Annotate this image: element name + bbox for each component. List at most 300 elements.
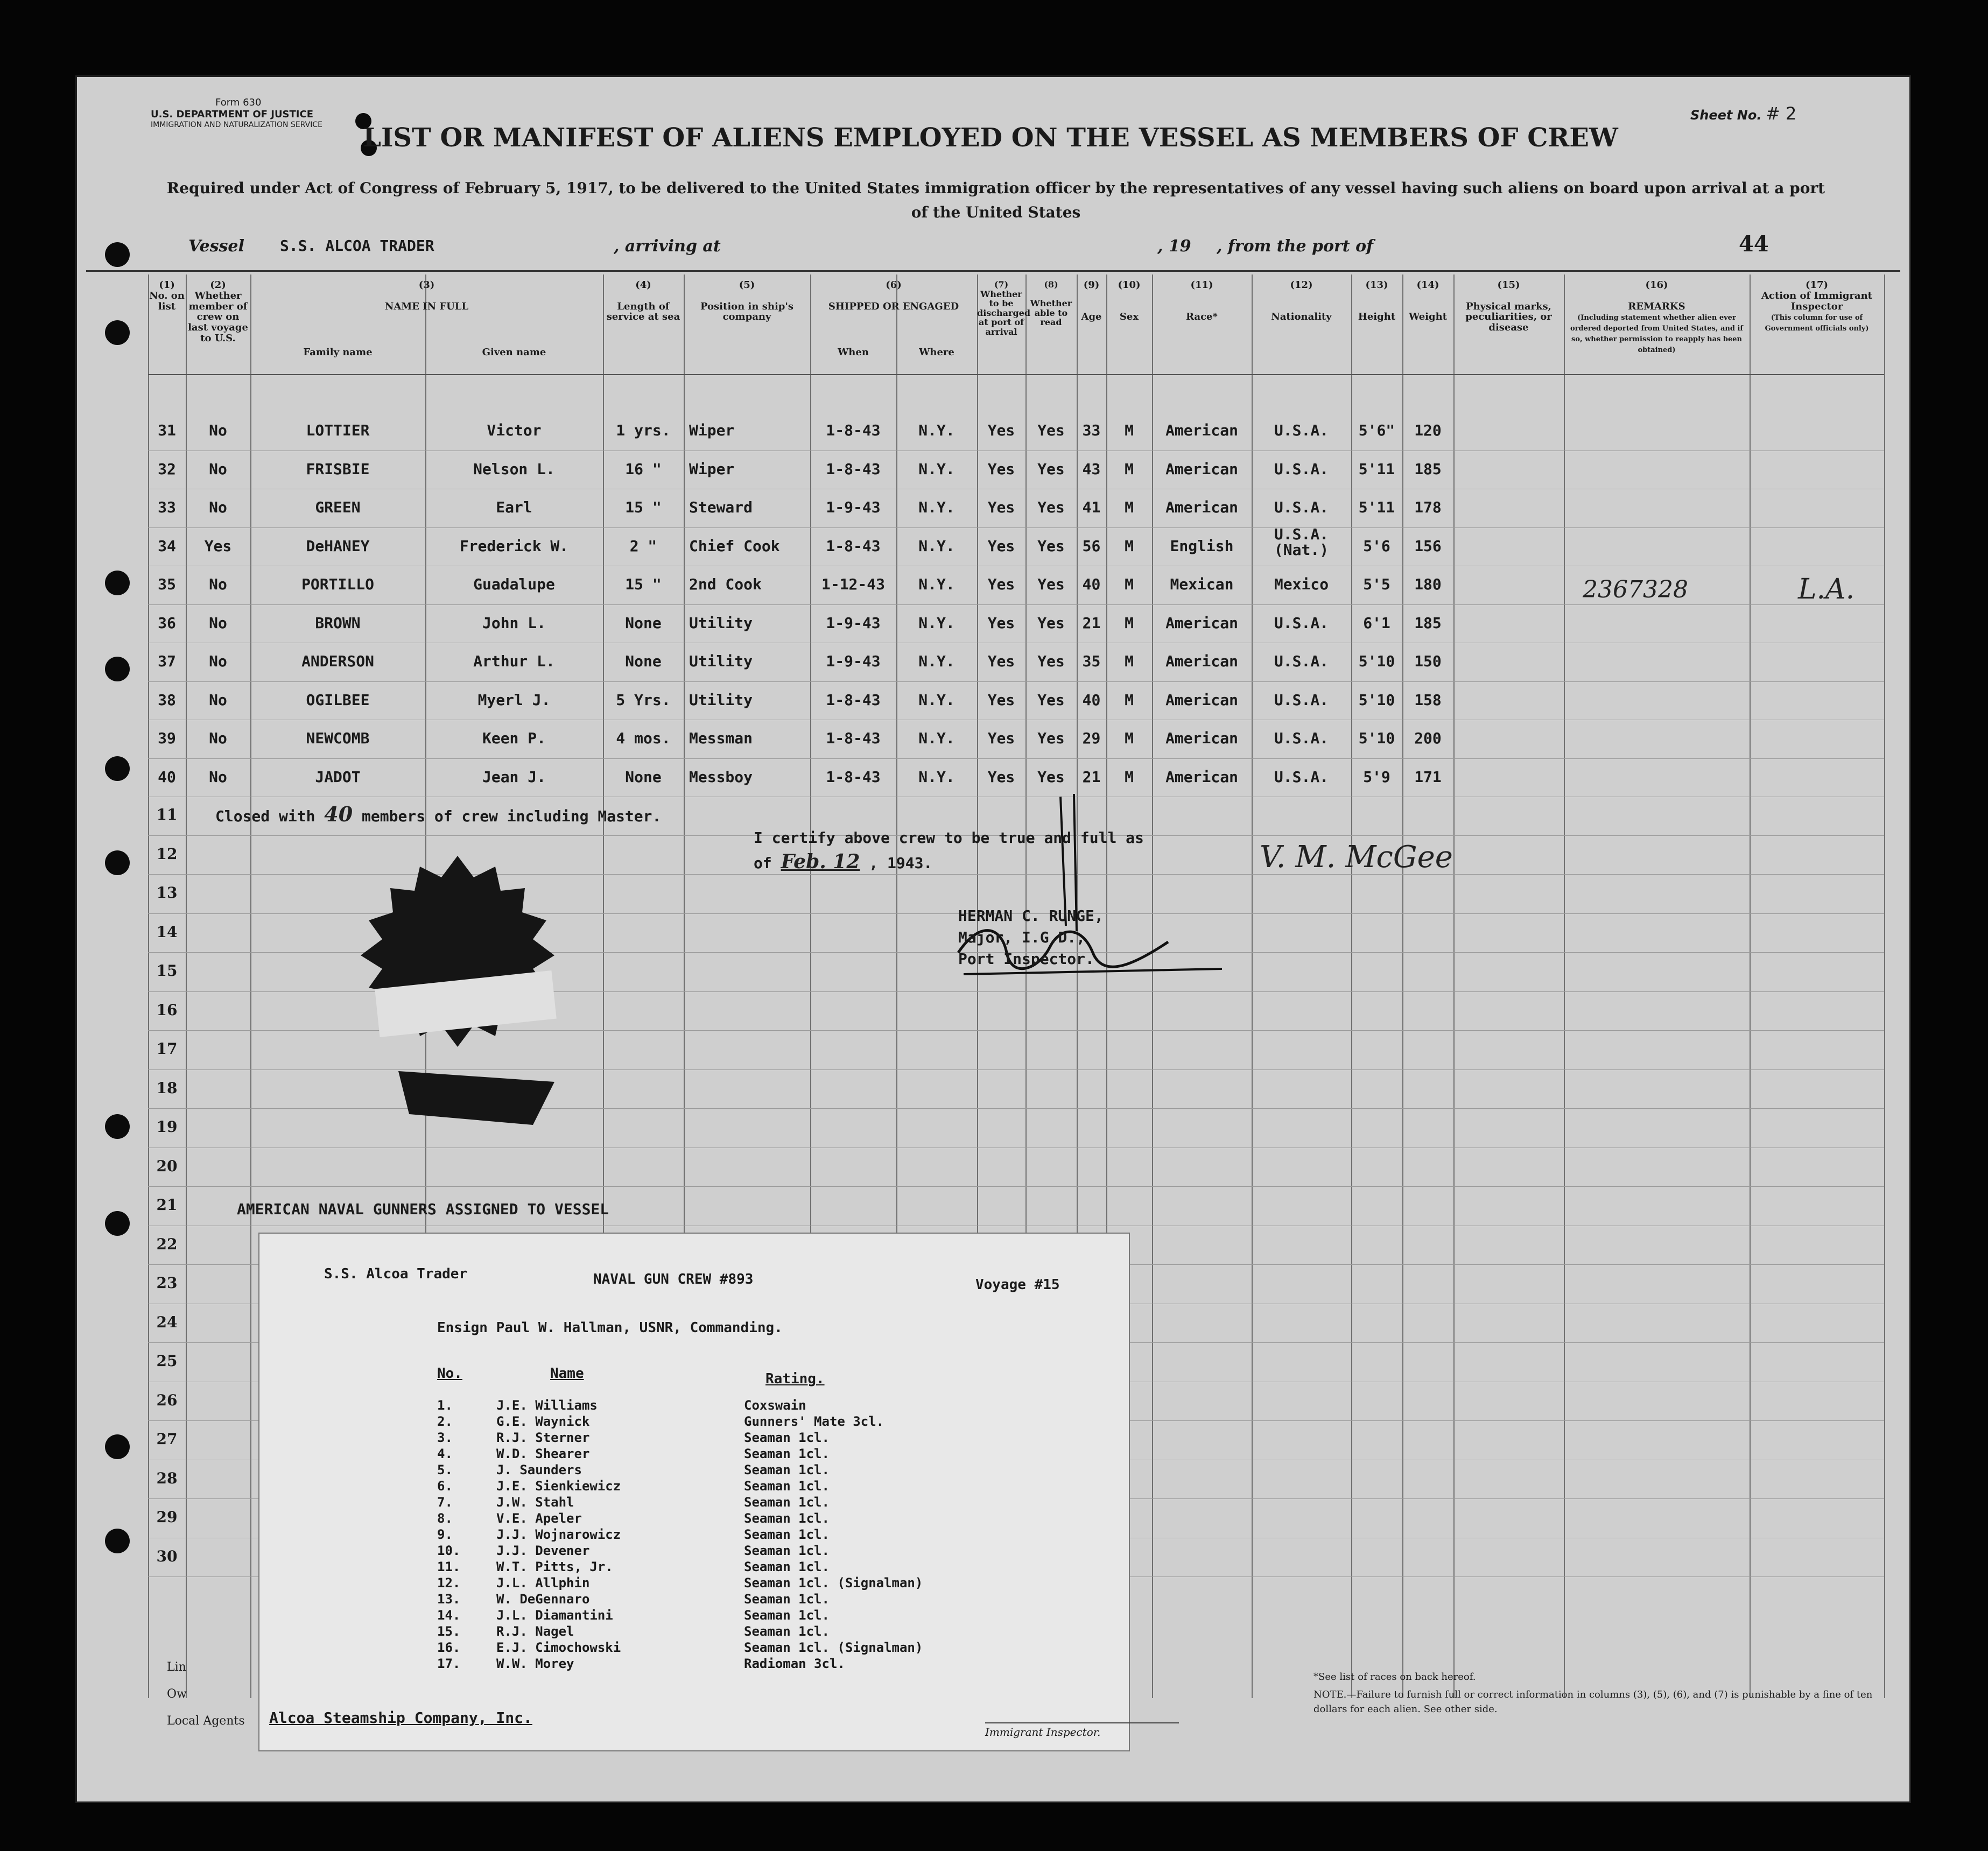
- punch-hole: [105, 1434, 130, 1459]
- gunner-number: 8.: [437, 1511, 453, 1526]
- gunner-number: 14.: [437, 1608, 461, 1623]
- crew-weight: 178: [1414, 498, 1442, 516]
- crew-sex: M: [1125, 768, 1134, 786]
- crew-sex: M: [1125, 575, 1134, 593]
- crew-weight: 156: [1414, 537, 1442, 555]
- punch-hole: [105, 657, 130, 681]
- col-physical: (15) Physical marks, peculiarities, or disease: [1465, 279, 1552, 334]
- crew-age: 40: [1082, 575, 1101, 593]
- crew-given: Frederick W.: [459, 537, 569, 555]
- crew-service: None: [625, 652, 662, 670]
- crew-last: Yes: [204, 537, 232, 555]
- gunner-rating: Seaman 1cl. (Signalman): [744, 1575, 923, 1590]
- col-given-name: Given name: [482, 347, 546, 358]
- blank-row-number: 21: [156, 1196, 178, 1214]
- blank-row-number: 27: [156, 1430, 178, 1448]
- crew-where: N.Y.: [918, 575, 955, 593]
- crew-when: 1-9-43: [826, 614, 881, 632]
- col-remarks: (16) REMARKS (Including statement whether alien ever ordered deported from United States, and if so, whether permission to reapply has been obtained): [1570, 279, 1743, 354]
- crew-no: 39: [158, 729, 176, 747]
- crew-height: 5'9: [1363, 768, 1390, 786]
- gunner-number: 5.: [437, 1462, 453, 1477]
- crew-nationality: Mexico: [1274, 575, 1329, 593]
- slip-col-name: Name: [550, 1366, 584, 1382]
- crew-when: 1-8-43: [826, 537, 881, 555]
- col-read: (8) Whether able to read: [1030, 279, 1072, 328]
- crew-where: N.Y.: [918, 537, 955, 555]
- gunner-rating: Seaman 1cl.: [744, 1462, 830, 1477]
- gunner-rating: Seaman 1cl.: [744, 1624, 830, 1639]
- crew-height: 5'10: [1358, 652, 1395, 670]
- crew-position: Messboy: [689, 768, 753, 786]
- gunner-rating: Seaman 1cl. (Signalman): [744, 1640, 923, 1655]
- crew-nationality: U.S.A.: [1274, 691, 1329, 709]
- page-number: 44: [1739, 231, 1769, 257]
- gunner-name: R.J. Sterner: [496, 1430, 590, 1445]
- gunner-number: 6.: [437, 1479, 453, 1494]
- crew-last: No: [209, 460, 227, 478]
- crew-weight: 158: [1414, 691, 1442, 709]
- officer-rank: Major, I.G.D.,: [958, 928, 1086, 946]
- crew-last: No: [209, 652, 227, 670]
- gunner-rating: Seaman 1cl.: [744, 1543, 830, 1558]
- col-height: (13) Height: [1358, 279, 1396, 323]
- crew-race: American: [1165, 768, 1238, 786]
- crew-given: Myerl J.: [477, 691, 551, 709]
- slip-col-rating: Rating.: [765, 1371, 825, 1387]
- gunner-rating: Gunners' Mate 3cl.: [744, 1414, 884, 1429]
- gunner-name: R.J. Nagel: [496, 1624, 574, 1639]
- crew-given: John L.: [482, 614, 546, 632]
- slip-crew-number: NAVAL GUN CREW #893: [593, 1271, 754, 1287]
- crew-when: 1-8-43: [826, 691, 881, 709]
- col-shipped: (6) SHIPPED OR ENGAGED: [828, 279, 959, 312]
- crew-no: 40: [158, 768, 176, 786]
- manifest-sheet: [75, 75, 1911, 1803]
- sheet-number: # 2: [1766, 103, 1797, 124]
- crew-age: 21: [1082, 768, 1101, 786]
- crew-position: Wiper: [689, 460, 735, 478]
- crew-age: 29: [1082, 729, 1101, 747]
- crew-no: 37: [158, 652, 176, 670]
- gunner-name: E.J. Cimochowski: [496, 1640, 621, 1655]
- crew-where: N.Y.: [918, 729, 955, 747]
- punch-hole: [105, 1114, 130, 1139]
- gunner-rating: Coxswain: [744, 1398, 806, 1413]
- crew-read: Yes: [1037, 575, 1065, 593]
- blank-row-number: 23: [156, 1274, 178, 1292]
- crew-service: 5 Yrs.: [616, 691, 671, 709]
- crew-position: Steward: [689, 498, 753, 516]
- crew-discharged: Yes: [987, 614, 1015, 632]
- crew-sex: M: [1125, 498, 1134, 516]
- officer-name: HERMAN C. RUNGE,: [958, 907, 1104, 925]
- crew-where: N.Y.: [918, 498, 955, 516]
- crew-height: 5'11: [1358, 460, 1395, 478]
- crew-last: No: [209, 421, 227, 439]
- gunner-name: J.L. Allphin: [496, 1575, 590, 1590]
- crew-age: 40: [1082, 691, 1101, 709]
- col-family-name: Family name: [303, 347, 373, 358]
- naval-gun-crew-slip: [258, 1233, 1130, 1751]
- certify-line-2: of Feb. 12 , 1943.: [754, 850, 933, 873]
- crew-when: 1-9-43: [826, 498, 881, 516]
- gunner-number: 16.: [437, 1640, 461, 1655]
- blank-row-number: 26: [156, 1391, 178, 1409]
- crew-position: Utility: [689, 652, 753, 670]
- crew-read: Yes: [1037, 652, 1065, 670]
- col-action: (17) Action of Immigrant Inspector (This column for use of Government officials only): [1761, 279, 1872, 333]
- crew-nationality: U.S.A. (Nat.): [1274, 525, 1329, 559]
- crew-no: 35: [158, 575, 176, 593]
- crew-service: 2 ": [629, 537, 657, 555]
- gunner-rating: Seaman 1cl.: [744, 1495, 830, 1510]
- crew-sex: M: [1125, 652, 1134, 670]
- crew-nationality: U.S.A.: [1274, 768, 1329, 786]
- crew-service: None: [625, 768, 662, 786]
- crew-service: 1 yrs.: [616, 421, 671, 439]
- crew-last: No: [209, 729, 227, 747]
- gunner-rating: Seaman 1cl.: [744, 1430, 830, 1445]
- gunner-name: V.E. Apeler: [496, 1511, 582, 1526]
- crew-height: 5'11: [1358, 498, 1395, 516]
- crew-when: 1-8-43: [826, 421, 881, 439]
- year-label: , 19: [1157, 237, 1191, 256]
- blank-row-number: 28: [156, 1469, 178, 1487]
- blank-row-number: 17: [156, 1040, 178, 1058]
- crew-sex: M: [1125, 691, 1134, 709]
- crew-sex: M: [1125, 421, 1134, 439]
- col-age: (9) Age: [1081, 279, 1102, 323]
- crew-height: 5'10: [1358, 691, 1395, 709]
- page-subtitle: Required under Act of Congress of February 5, 1917, to be delivered to the United States immigration officer by the representatives of any vessel having such aliens on board upon arrival at a port of the United States: [166, 179, 1825, 221]
- crew-discharged: Yes: [987, 575, 1015, 593]
- blank-row-number: 18: [156, 1079, 178, 1097]
- department: U.S. DEPARTMENT OF JUSTICE: [151, 109, 314, 120]
- crew-discharged: Yes: [987, 691, 1015, 709]
- crew-where: N.Y.: [918, 768, 955, 786]
- gunner-number: 2.: [437, 1414, 453, 1429]
- crew-read: Yes: [1037, 729, 1065, 747]
- slip-commander: Ensign Paul W. Hallman, USNR, Commanding.: [437, 1320, 783, 1336]
- gunners-heading: AMERICAN NAVAL GUNNERS ASSIGNED TO VESSEL: [237, 1200, 609, 1218]
- crew-race: Mexican: [1170, 575, 1234, 593]
- crew-position: Utility: [689, 691, 753, 709]
- crew-no: 33: [158, 498, 176, 516]
- crew-service: 4 mos.: [616, 729, 671, 747]
- crew-given: Victor: [487, 421, 542, 439]
- crew-where: N.Y.: [918, 691, 955, 709]
- crew-service: 15 ": [625, 498, 662, 516]
- crew-family: JADOT: [315, 768, 361, 786]
- crew-race: American: [1165, 460, 1238, 478]
- crew-age: 43: [1082, 460, 1101, 478]
- crew-nationality: U.S.A.: [1274, 614, 1329, 632]
- crew-weight: 120: [1414, 421, 1442, 439]
- crew-family: BROWN: [315, 614, 361, 632]
- crew-family: FRISBIE: [306, 460, 370, 478]
- crew-position: Utility: [689, 614, 753, 632]
- col-sex: (10) Sex: [1118, 279, 1141, 323]
- crew-no: 31: [158, 421, 176, 439]
- crew-position: Chief Cook: [689, 537, 780, 555]
- slip-ship: S.S. Alcoa Trader: [324, 1266, 468, 1282]
- blank-row-number: 25: [156, 1352, 178, 1370]
- blank-row-number: 15: [156, 962, 178, 980]
- punch-hole: [105, 1211, 130, 1236]
- col-where: Where: [919, 347, 954, 358]
- gunner-name: J. Saunders: [496, 1462, 582, 1477]
- footer-agents: Alcoa Steamship Company, Inc.: [269, 1709, 532, 1727]
- crew-position: Wiper: [689, 421, 735, 439]
- crew-height: 5'6: [1363, 537, 1390, 555]
- gunner-rating: Seaman 1cl.: [744, 1527, 830, 1542]
- crew-when: 1-9-43: [826, 652, 881, 670]
- gunner-name: J.J. Wojnarowicz: [496, 1527, 621, 1542]
- crew-where: N.Y.: [918, 421, 955, 439]
- punch-hole: [105, 320, 130, 345]
- blank-row-number: 22: [156, 1235, 178, 1253]
- col-position: (5) Position in ship's company: [700, 279, 794, 323]
- crew-given: Keen P.: [482, 729, 546, 747]
- footer-agents-label: Local Agents: [167, 1714, 245, 1728]
- crew-race: American: [1165, 691, 1238, 709]
- gunner-name: J.W. Stahl: [496, 1495, 574, 1510]
- footer-note-races: *See list of races on back hereof.: [1313, 1671, 1476, 1683]
- col-race: (11) Race*: [1186, 279, 1218, 323]
- crew-given: Arthur L.: [473, 652, 555, 670]
- punch-hole: [105, 756, 130, 781]
- from-port-label: , from the port of: [1217, 237, 1374, 256]
- col-discharged: (7) Whether to be discharged at port of arrival: [977, 279, 1030, 337]
- gunner-name: J.L. Diamantini: [496, 1608, 613, 1623]
- crew-read: Yes: [1037, 614, 1065, 632]
- gunner-number: 9.: [437, 1527, 453, 1542]
- crew-height: 5'10: [1358, 729, 1395, 747]
- service: IMMIGRATION AND NATURALIZATION SERVICE: [151, 121, 322, 129]
- action-handwritten: L.A.: [1798, 573, 1855, 606]
- gunner-name: W. DeGennaro: [496, 1592, 590, 1607]
- crew-family: NEWCOMB: [306, 729, 370, 747]
- gunner-rating: Seaman 1cl.: [744, 1592, 830, 1607]
- crew-service: None: [625, 614, 662, 632]
- gunner-name: G.E. Waynick: [496, 1414, 590, 1429]
- crew-nationality: U.S.A.: [1274, 421, 1329, 439]
- gunner-number: 15.: [437, 1624, 461, 1639]
- inspector-signature: V. M. McGee: [1260, 840, 1453, 875]
- crew-height: 5'5: [1363, 575, 1390, 593]
- crew-service: 16 ": [625, 460, 662, 478]
- crew-weight: 185: [1414, 614, 1442, 632]
- gunner-number: 7.: [437, 1495, 453, 1510]
- officer-signature: [942, 791, 1244, 1017]
- crew-discharged: Yes: [987, 729, 1015, 747]
- gunner-name: J.E. Sienkiewicz: [496, 1479, 621, 1494]
- form-number: Form 630: [215, 97, 262, 108]
- crew-read: Yes: [1037, 421, 1065, 439]
- gunner-rating: Seaman 1cl.: [744, 1608, 830, 1623]
- arriving-label: , arriving at: [614, 237, 721, 256]
- crew-position: Messman: [689, 729, 753, 747]
- crew-weight: 185: [1414, 460, 1442, 478]
- crew-race: American: [1165, 652, 1238, 670]
- crew-no: 34: [158, 537, 176, 555]
- gunner-number: 1.: [437, 1398, 453, 1413]
- crew-no: 32: [158, 460, 176, 478]
- gunner-number: 3.: [437, 1430, 453, 1445]
- punch-hole: [105, 1529, 130, 1553]
- gunner-rating: Seaman 1cl.: [744, 1446, 830, 1461]
- crew-when: 1-12-43: [821, 575, 885, 593]
- crew-where: N.Y.: [918, 652, 955, 670]
- crew-no: 36: [158, 614, 176, 632]
- crew-discharged: Yes: [987, 652, 1015, 670]
- gunner-rating: Seaman 1cl.: [744, 1511, 830, 1526]
- vessel-name: S.S. ALCOA TRADER: [280, 237, 434, 255]
- punch-hole: [105, 850, 130, 875]
- col-when: When: [838, 347, 869, 358]
- blank-row-number: 13: [156, 884, 178, 902]
- crew-when: 1-8-43: [826, 729, 881, 747]
- footer-owner-label: Ow: [167, 1687, 187, 1701]
- blank-row-number: 19: [156, 1118, 178, 1136]
- crew-nationality: U.S.A.: [1274, 729, 1329, 747]
- gunner-number: 11.: [437, 1559, 461, 1574]
- gunner-number: 12.: [437, 1575, 461, 1590]
- crew-nationality: U.S.A.: [1274, 498, 1329, 516]
- crew-weight: 150: [1414, 652, 1442, 670]
- gunner-number: 17.: [437, 1656, 461, 1671]
- remarks-handwritten: 2367328: [1583, 576, 1688, 603]
- crew-weight: 200: [1414, 729, 1442, 747]
- crew-last: No: [209, 575, 227, 593]
- crew-given: Guadalupe: [473, 575, 555, 593]
- crew-read: Yes: [1037, 537, 1065, 555]
- immigrant-inspector-label: Immigrant Inspector.: [985, 1722, 1179, 1739]
- crew-race: American: [1165, 614, 1238, 632]
- blank-row-number: 20: [156, 1157, 178, 1175]
- crew-race: American: [1165, 498, 1238, 516]
- blank-row-number: 30: [156, 1547, 178, 1565]
- crew-last: No: [209, 498, 227, 516]
- crew-weight: 180: [1414, 575, 1442, 593]
- blank-row-number: 16: [156, 1001, 178, 1019]
- col-weight: (14) Weight: [1408, 279, 1448, 323]
- footer-line-label: Lin: [167, 1660, 186, 1674]
- col-name: (3) NAME IN FULL: [384, 279, 469, 312]
- crew-race: American: [1165, 729, 1238, 747]
- crew-family: PORTILLO: [301, 575, 374, 593]
- crew-family: ANDERSON: [301, 652, 374, 670]
- crew-discharged: Yes: [987, 498, 1015, 516]
- gunner-rating: Radioman 3cl.: [744, 1656, 845, 1671]
- col-service: (4) Length of service at sea: [606, 279, 680, 323]
- crew-read: Yes: [1037, 768, 1065, 786]
- crew-position: 2nd Cook: [689, 575, 762, 593]
- blank-row-number: 14: [156, 923, 178, 941]
- seal-stamp: [328, 845, 587, 1146]
- blank-row-number: 24: [156, 1313, 178, 1331]
- col-nationality: (12) Nationality: [1271, 279, 1332, 323]
- punch-hole: [105, 242, 130, 267]
- page-title: LIST OR MANIFEST OF ALIENS EMPLOYED ON THE VESSEL AS MEMBERS OF CREW: [363, 123, 1618, 153]
- crew-family: LOTTIER: [306, 421, 370, 439]
- crew-discharged: Yes: [987, 421, 1015, 439]
- crew-where: N.Y.: [918, 460, 955, 478]
- gunner-name: J.E. Williams: [496, 1398, 598, 1413]
- crew-service: 15 ": [625, 575, 662, 593]
- closing-line: Closed with 40 members of crew including Master.: [215, 802, 662, 826]
- crew-given: Nelson L.: [473, 460, 555, 478]
- gunner-name: W.D. Shearer: [496, 1446, 590, 1461]
- gunner-number: 13.: [437, 1592, 461, 1607]
- crew-race: American: [1165, 421, 1238, 439]
- crew-sex: M: [1125, 460, 1134, 478]
- crew-family: DeHANEY: [306, 537, 370, 555]
- gunner-name: W.W. Morey: [496, 1656, 574, 1671]
- blank-row-number: 11: [156, 806, 178, 824]
- crew-nationality: U.S.A.: [1274, 652, 1329, 670]
- crew-last: No: [209, 691, 227, 709]
- gunner-number: 10.: [437, 1543, 461, 1558]
- sheet-label: Sheet No.: [1690, 108, 1762, 123]
- crew-height: 6'1: [1363, 614, 1390, 632]
- officer-title: Port Inspector.: [958, 950, 1094, 968]
- crew-no: 38: [158, 691, 176, 709]
- footer-note-penalty: NOTE.—Failure to furnish full or correct information in columns (3), (5), (6), and (7) is punishable by a fine of ten dollars for each alien. See other side.: [1313, 1689, 1873, 1715]
- crew-read: Yes: [1037, 498, 1065, 516]
- crew-age: 35: [1082, 652, 1101, 670]
- gunner-number: 4.: [437, 1446, 453, 1461]
- crew-discharged: Yes: [987, 537, 1015, 555]
- certify-line-1: I certify above crew to be true and full as: [754, 829, 1144, 847]
- slip-col-no: No.: [437, 1366, 462, 1382]
- gunner-name: W.T. Pitts, Jr.: [496, 1559, 613, 1574]
- crew-sex: M: [1125, 537, 1134, 555]
- crew-age: 56: [1082, 537, 1101, 555]
- crew-race: English: [1170, 537, 1234, 555]
- crew-discharged: Yes: [987, 768, 1015, 786]
- crew-sex: M: [1125, 729, 1134, 747]
- col-no: (1) No. on list: [149, 279, 185, 312]
- crew-discharged: Yes: [987, 460, 1015, 478]
- crew-age: 21: [1082, 614, 1101, 632]
- crew-when: 1-8-43: [826, 460, 881, 478]
- crew-given: Earl: [496, 498, 532, 516]
- gunner-rating: Seaman 1cl.: [744, 1479, 830, 1494]
- blank-row-number: 29: [156, 1508, 178, 1526]
- blank-row-number: 12: [156, 844, 178, 863]
- gunner-rating: Seaman 1cl.: [744, 1559, 830, 1574]
- crew-sex: M: [1125, 614, 1134, 632]
- punch-hole: [105, 571, 130, 595]
- crew-age: 41: [1082, 498, 1101, 516]
- crew-family: GREEN: [315, 498, 361, 516]
- gunner-name: J.J. Devener: [496, 1543, 590, 1558]
- crew-where: N.Y.: [918, 614, 955, 632]
- crew-height: 5'6": [1358, 421, 1395, 439]
- crew-family: OGILBEE: [306, 691, 370, 709]
- crew-last: No: [209, 768, 227, 786]
- crew-read: Yes: [1037, 691, 1065, 709]
- vessel-label: Vessel: [188, 237, 244, 256]
- crew-given: Jean J.: [482, 768, 546, 786]
- crew-when: 1-8-43: [826, 768, 881, 786]
- slip-voyage: Voyage #15: [975, 1277, 1060, 1293]
- crew-read: Yes: [1037, 460, 1065, 478]
- crew-nationality: U.S.A.: [1274, 460, 1329, 478]
- crew-weight: 171: [1414, 768, 1442, 786]
